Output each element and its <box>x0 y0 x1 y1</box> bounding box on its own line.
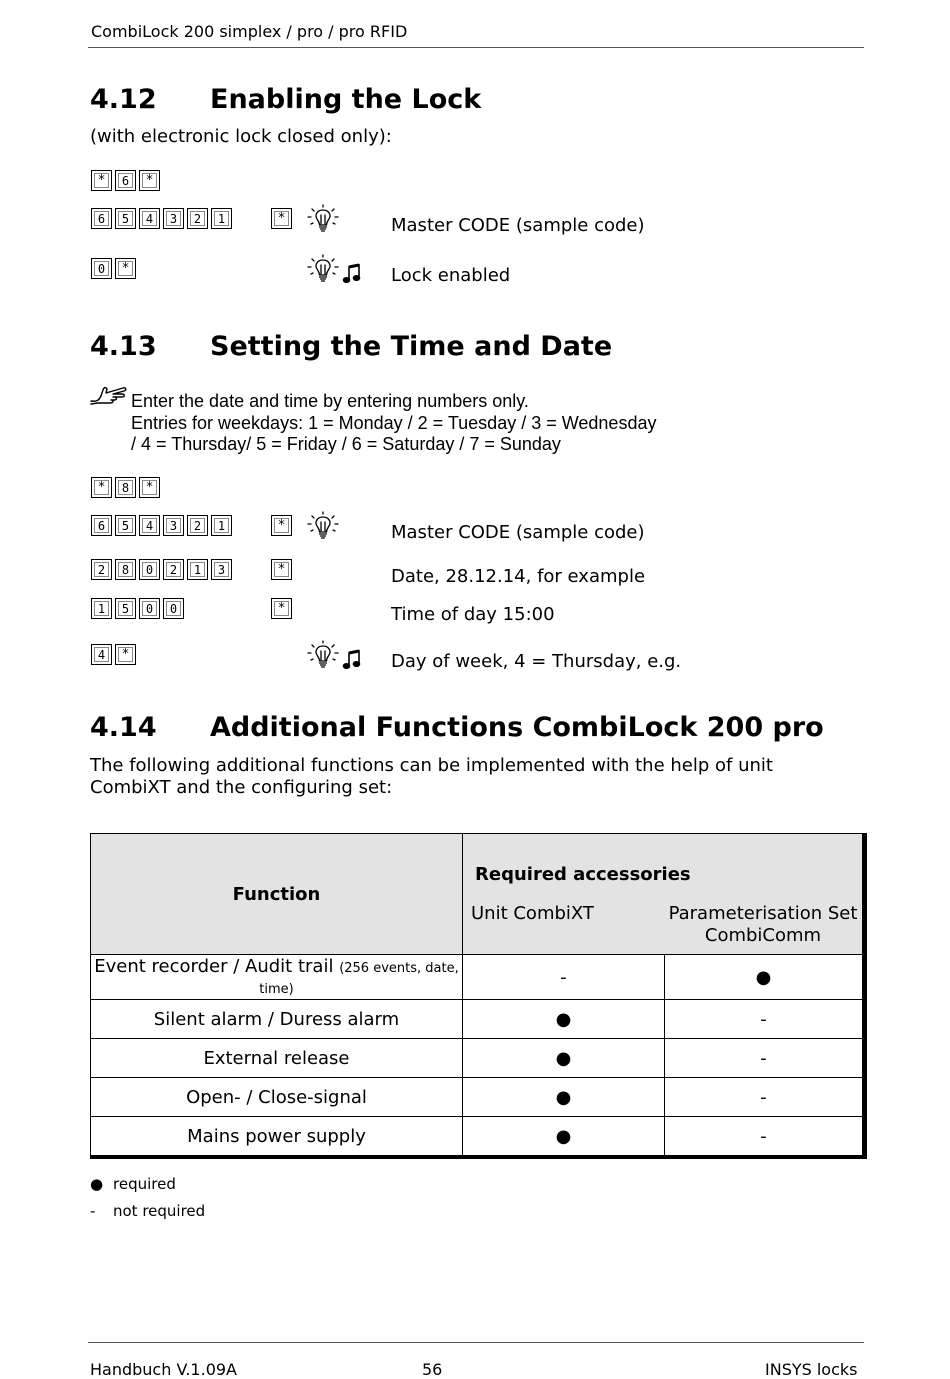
param-cell: - <box>665 1078 863 1117</box>
function-cell: External release <box>91 1039 463 1078</box>
keypad-key: * <box>139 477 160 498</box>
table-row <box>91 1039 863 1078</box>
table-row <box>91 1078 863 1117</box>
keypad-key: 2 <box>187 208 208 229</box>
lamp-icon <box>305 204 341 232</box>
section-title: Additional Functions CombiLock 200 pro <box>210 712 824 743</box>
keypad-sequence <box>91 515 232 536</box>
table-row <box>91 1117 863 1156</box>
keypad-key: * <box>271 208 292 229</box>
keypad-key: 2 <box>91 559 112 580</box>
keypad-sequence <box>271 598 292 619</box>
keypad-key: * <box>115 258 136 279</box>
note-line: Entries for weekdays: 1 = Monday / 2 = Tuesday / 3 = Wednesday <box>131 413 657 433</box>
function-cell: Open- / Close-signal <box>91 1078 463 1117</box>
param-cell: ● <box>665 955 863 1000</box>
lamp-icon <box>305 511 341 539</box>
lamp-icon <box>305 640 341 668</box>
keypad-key: * <box>91 477 112 498</box>
column-header-param: Parameterisation Set CombiComm <box>668 903 858 946</box>
keypad-key: 0 <box>91 258 112 279</box>
footer-rule <box>88 1342 864 1343</box>
keypad-sequence <box>91 644 136 665</box>
section-4-14-heading <box>90 712 824 743</box>
functions-table <box>90 833 863 1156</box>
legend-item: ● required <box>90 1175 176 1193</box>
running-header: CombiLock 200 simplex / pro / pro RFID <box>91 22 408 41</box>
keypad-sequence <box>91 170 160 191</box>
legend-item: - not required <box>90 1202 206 1220</box>
beep-note-icon <box>342 649 362 677</box>
footer-company: INSYS locks <box>765 1360 858 1379</box>
keypad-key: 3 <box>211 559 232 580</box>
keypad-key: 1 <box>187 559 208 580</box>
step-description: Master CODE (sample code) <box>391 522 645 543</box>
keypad-key: 6 <box>91 515 112 536</box>
table-row <box>91 1000 863 1039</box>
keypad-key: * <box>271 515 292 536</box>
keypad-key: 4 <box>139 515 160 536</box>
keypad-key: * <box>271 598 292 619</box>
keypad-sequence <box>91 559 232 580</box>
step-description: Time of day 15:00 <box>391 604 555 625</box>
keypad-key: * <box>139 170 160 191</box>
footer-manual-version: Handbuch V.1.09A <box>90 1360 237 1379</box>
column-header-unit: Unit CombiXT <box>471 903 594 924</box>
section-intro: The following additional functions can be implemented with the help of unit CombiXT and the configuring set: <box>90 755 773 798</box>
unit-cell: ● <box>463 1078 665 1117</box>
keypad-key: 0 <box>163 598 184 619</box>
table-shadow-bottom <box>90 1155 867 1159</box>
column-header-accessories <box>463 834 863 955</box>
pointing-hand-icon <box>89 383 129 407</box>
keypad-key: 5 <box>115 515 136 536</box>
keypad-key: 1 <box>211 208 232 229</box>
keypad-sequence <box>91 208 232 229</box>
function-cell: Mains power supply <box>91 1117 463 1156</box>
keypad-key: 0 <box>139 559 160 580</box>
section-title: Setting the Time and Date <box>210 331 613 362</box>
section-4-12-heading <box>90 84 481 115</box>
keypad-key: * <box>115 644 136 665</box>
column-header-function: Function <box>91 834 463 955</box>
function-cell: Silent alarm / Duress alarm <box>91 1000 463 1039</box>
keypad-key: 0 <box>139 598 160 619</box>
step-description: Date, 28.12.14, for example <box>391 566 646 587</box>
keypad-key: 2 <box>163 559 184 580</box>
unit-cell: ● <box>463 1117 665 1156</box>
keypad-sequence <box>91 598 184 619</box>
param-cell: - <box>665 1039 863 1078</box>
section-title: Enabling the Lock <box>210 84 482 115</box>
step-description: Day of week, 4 = Thursday, e.g. <box>391 651 682 672</box>
step-description: Master CODE (sample code) <box>391 215 645 236</box>
param-cell: - <box>665 1117 863 1156</box>
param-cell: - <box>665 1000 863 1039</box>
keypad-sequence <box>91 477 160 498</box>
keypad-sequence <box>271 208 292 229</box>
required-accessories-label: Required accessories <box>475 864 691 885</box>
function-note: (256 events, date, time) <box>259 961 459 997</box>
step-description: Lock enabled <box>391 265 511 286</box>
section-number: 4.14 <box>90 712 157 743</box>
section-number: 4.12 <box>90 84 157 115</box>
keypad-key: 3 <box>163 208 184 229</box>
section-4-13-heading <box>90 331 612 362</box>
table-shadow-right <box>863 833 867 1159</box>
lamp-icon <box>305 254 341 282</box>
keypad-sequence <box>271 515 292 536</box>
keypad-key: 8 <box>115 559 136 580</box>
unit-cell: ● <box>463 1039 665 1078</box>
unit-cell: - <box>463 955 665 1000</box>
keypad-sequence <box>271 559 292 580</box>
keypad-key: 5 <box>115 598 136 619</box>
keypad-key: 6 <box>115 170 136 191</box>
keypad-key: 1 <box>91 598 112 619</box>
keypad-key: 3 <box>163 515 184 536</box>
table-row <box>91 955 863 1000</box>
unit-cell: ● <box>463 1000 665 1039</box>
function-cell: Event recorder / Audit trail (256 events, date, time) <box>91 955 463 1000</box>
keypad-key: 6 <box>91 208 112 229</box>
beep-note-icon <box>342 263 362 291</box>
keypad-sequence <box>91 258 136 279</box>
header-rule <box>88 47 864 48</box>
keypad-key: * <box>271 559 292 580</box>
note-line: Enter the date and time by entering numbers only. <box>131 391 529 411</box>
section-intro: (with electronic lock closed only): <box>90 126 392 147</box>
keypad-key: 4 <box>91 644 112 665</box>
page-number: 56 <box>422 1360 443 1379</box>
keypad-key: 4 <box>139 208 160 229</box>
keypad-key: 1 <box>211 515 232 536</box>
keypad-key: 5 <box>115 208 136 229</box>
keypad-key: 8 <box>115 477 136 498</box>
keypad-key: * <box>91 170 112 191</box>
section-number: 4.13 <box>90 331 157 362</box>
keypad-key: 2 <box>187 515 208 536</box>
note-line: / 4 = Thursday/ 5 = Friday / 6 = Saturday / 7 = Sunday <box>131 434 561 454</box>
